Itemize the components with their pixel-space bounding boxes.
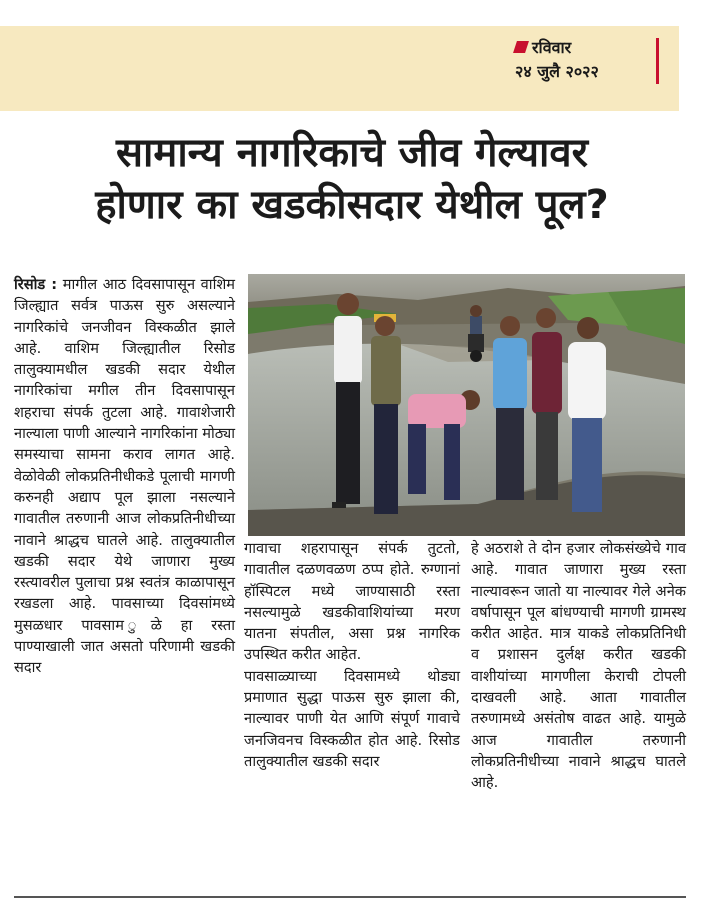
article-col2-para-1: गावाचा शहरापासून संपर्क तुटतो, गावातील दळणवळण ठप्प होते. रुग्णानां हॉस्पिटल मध्ये जाण्यासाठी रस्ता नसल्यामुळे खडकीवाशियांच्या मरण यातना संपतील, असा प्रश्न नागरिक उपस्थित करीत आहेत. bbox=[244, 540, 460, 664]
article-column-3 bbox=[471, 538, 686, 794]
article-dateline: रिसोड : bbox=[14, 276, 58, 293]
person-white-shirt bbox=[332, 293, 362, 508]
person-olive-shirt bbox=[371, 314, 401, 514]
bottom-divider bbox=[14, 896, 686, 898]
edition-day: रविवार bbox=[532, 38, 572, 57]
accent-divider bbox=[656, 38, 659, 84]
article-col2-para-2: पावसाळ्याच्या दिवसामध्ये थोड्या प्रमाणात सुद्धा पाऊस सुरु झाला की, नाल्यावर पाणी येत आणि संपूर्ण गावाचे जनजिवनच विस्कळीत होत आहे. रिसोड तालुक्यातील खडकी सदार bbox=[244, 667, 460, 770]
person-white-tshirt bbox=[568, 317, 606, 512]
article-col1-text: मागील आठ दिवसापासून वाशिम जिल्ह्यात सर्वत्र पाऊस सुरु असल्याने नागरिकांचे जनजीवन विस्कळीत झाले आहे. वाशिम जिल्ह्यातील रिसोड तालुक्यामधील खडकी सदार येथील नागरिकांचा मगील तीन दिवसापासून शहराचा संपर्क तुटला आहे. गावाशेजारी नाल्याला पाणी आल्याने नागरिकांना मोठ्या समस्याचा सामना कराव लागत आहे. वेळोवेळी लोकप्रतिनीधीकडे पूलाची मागणी करुनही अद्याप पूल झाला नसल्याने गावातील तरुणानी आज लोकप्रतिनीधीच्या नावाने श्राद्धच घातले आहे. तालुक्यातील खडकी सदार येथे जाणारा मुख्य रस्त्यावरील पुलाचा प्रश्न स्वतंत्र काळापासून रखडला आहे. पावसाच्या दिवसांमध्ये मुसळधार पावसाम ुळे हा रस्ता पाण्याखाली जात असतो परिणामी खडकी सदार bbox=[14, 276, 235, 677]
edition-date: २४ जुलै २०२२ bbox=[515, 62, 599, 81]
headline bbox=[0, 127, 704, 231]
photo-illustration bbox=[248, 274, 685, 536]
article-col3-para-1: हे अठराशे ते दोन हजार लोकसंख्येचे गाव आहे. गावात जाणारा मुख्य रस्ता नाल्यावरून जातो या नाल्यावर गेले अनेक वर्षापासून पूल बांधण्याची मागणी ग्रामस्थ करीत आहेत. मात्र याकडे लोकप्रतिनिधी व प्रशासन दुर्लक्ष करीत खडकी वाशीयांच्या मागणीला केराची टोपली दाखवली आहे. आता गावातील तरुणामध्ये असंतोष वाढत आहे. यामुळे आज गावातील तरुणानी लोकप्रतिनीधीच्या नावाने श्राद्धच घातले आहे. bbox=[471, 540, 686, 792]
article-column-1 bbox=[14, 274, 235, 679]
headline-line-2: होणार का खडकीसदार येथील पूल? bbox=[95, 182, 609, 228]
person-blue-tshirt bbox=[493, 316, 527, 500]
news-photo bbox=[248, 274, 685, 536]
person-maroon-jacket bbox=[532, 308, 562, 500]
article-column-2 bbox=[244, 538, 460, 772]
headline-line-1: सामान्य नागरिकाचे जीव गेल्यावर bbox=[116, 130, 588, 176]
